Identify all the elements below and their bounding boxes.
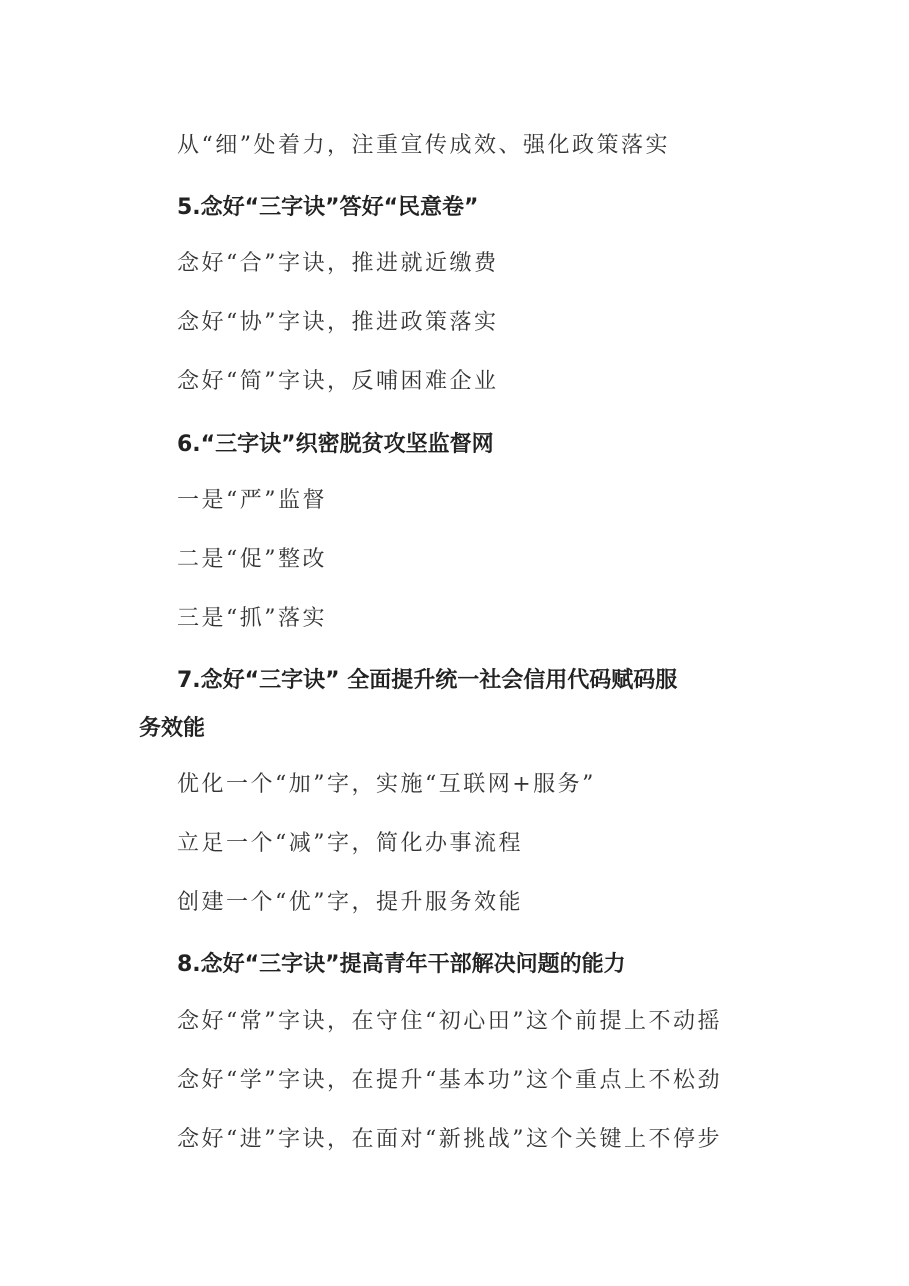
section-heading-6: 6.“三字诀”织密脱贫攻坚监督网 (177, 432, 494, 457)
paragraph-line: 念好“简”字诀，反哺困难企业 (177, 369, 499, 394)
section-heading-8: 8.念好“三字诀”提高青年干部解决问题的能力 (177, 952, 626, 977)
paragraph-line: 立足一个“减”字，简化办事流程 (177, 831, 523, 856)
section-heading-7: 7.念好“三字诀” 全面提升统一社会信用代码赋码服 (177, 668, 678, 693)
section-heading-7-continued: 务效能 (139, 716, 206, 741)
paragraph-line: 念好“进”字诀，在面对“新挑战”这个关键上不停步 (177, 1127, 722, 1152)
paragraph-line: 念好“常”字诀，在守住“初心田”这个前提上不动摇 (177, 1009, 722, 1034)
paragraph-line: 二是“促”整改 (177, 547, 327, 572)
paragraph-line: 一是“严”监督 (177, 488, 327, 513)
paragraph-line: 从“细”处着力，注重宣传成效、强化政策落实 (177, 133, 670, 158)
paragraph-line: 创建一个“优”字，提升服务效能 (177, 890, 523, 915)
section-heading-5: 5.念好“三字诀”答好“民意卷” (177, 195, 479, 220)
paragraph-line: 优化一个“加”字，实施“互联网+服务” (177, 772, 596, 797)
paragraph-line: 念好“学”字诀，在提升“基本功”这个重点上不松劲 (177, 1068, 722, 1093)
paragraph-line: 念好“协”字诀，推进政策落实 (177, 310, 499, 335)
paragraph-line: 三是“抓”落实 (177, 606, 327, 631)
paragraph-line: 念好“合”字诀，推进就近缴费 (177, 251, 499, 276)
